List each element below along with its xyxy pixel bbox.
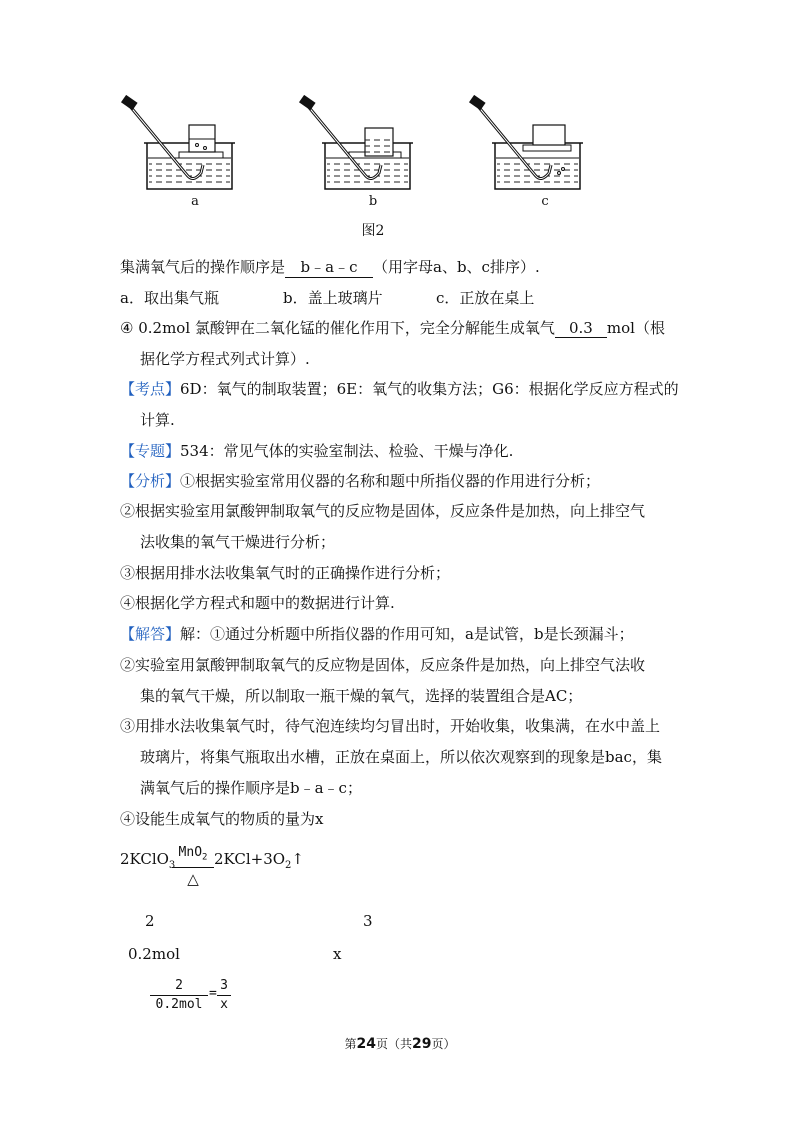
kaodian-tag: 【考点】	[120, 380, 181, 398]
jieda-2-continuation: 集的氧气干燥，所以制取一瓶干燥的氧气，选择的装置组合是AC；	[140, 687, 583, 705]
fenxi-3: ③根据用排水法收集氧气时的正确操作进行分析；	[120, 564, 451, 582]
order-line	[120, 256, 540, 278]
jieda-3-continuation-1: 玻璃片，将集气瓶取出水槽，正放在桌面上，所以依次观察到的现象是bac，集	[140, 748, 662, 766]
zhuanti-line	[120, 440, 513, 461]
jieda-2: ②实验室用氯酸钾制取氧气的反应物是固体，反应条件是加热，向上排空气法收	[120, 656, 646, 674]
order-prefix: 集满氧气后的操作顺序是	[120, 258, 286, 276]
apparatus-b-label: b	[368, 194, 378, 209]
q4-line	[120, 317, 665, 338]
fraction-right-bar	[217, 995, 231, 996]
equation-left: 2KClO	[120, 850, 169, 868]
coef-left: 2	[145, 912, 155, 930]
footer-prefix: 第	[344, 1037, 357, 1051]
apparatus-c-label: c	[541, 194, 549, 209]
heat-symbol: △	[187, 870, 199, 888]
footer-suffix: 页）	[431, 1037, 456, 1051]
option-b: b．盖上玻璃片	[283, 289, 383, 307]
jieda-4: ④设能生成氧气的物质的量为x	[120, 810, 324, 828]
fenxi-tag: 【分析】	[120, 472, 181, 490]
equation-catalyst	[172, 845, 214, 863]
jieda-3-continuation-2: 满氧气后的操作顺序是b﹣a﹣c；	[140, 779, 362, 797]
zhuanti-tag: 【专题】	[120, 442, 181, 460]
footer-middle: 页（共	[375, 1037, 412, 1051]
apparatus-b	[299, 95, 413, 189]
chemical-equation	[120, 850, 175, 871]
fraction-left-denominator: 0.2mol	[155, 997, 203, 1012]
order-suffix: （用字母a、b、c排序）.	[373, 258, 540, 276]
fraction-right-denominator: x	[220, 997, 228, 1012]
fraction-equals: =	[209, 986, 217, 1001]
apparatus-a-label: a	[191, 194, 199, 209]
catalyst-subscript: 2	[202, 852, 208, 863]
figure-apparatus	[115, 95, 590, 240]
jieda-text: 解：①通过分析题中所指仪器的作用可知，a是试管，b是长颈漏斗；	[180, 625, 634, 643]
option-a: a．取出集气瓶	[120, 289, 219, 307]
zhuanti-text: 534：常见气体的实验室制法、检验、干燥与净化.	[180, 442, 514, 460]
kaodian-continuation: 计算.	[140, 411, 175, 429]
fenxi-text: ①根据实验室常用仪器的名称和题中所指仪器的作用进行分析；	[180, 472, 601, 490]
equation-right-subscript: 2	[285, 860, 292, 871]
kaodian-line	[120, 378, 679, 399]
amount-left: 0.2mol	[128, 945, 180, 963]
q4-suffix: mol（根	[606, 319, 665, 337]
option-c: c．正放在桌上	[436, 289, 535, 307]
equation-right	[214, 850, 304, 871]
kaodian-text: 6D：氧气的制取装置；6E：氧气的收集方法；G6：根据化学反应方程式的	[180, 380, 679, 398]
apparatus-c	[469, 95, 583, 189]
fraction-left-bar	[150, 995, 208, 996]
q4-answer: 0.3	[555, 319, 607, 338]
order-answer: b﹣a﹣c	[285, 256, 373, 278]
jieda-line	[120, 623, 634, 644]
footer-total-pages: 29	[412, 1036, 432, 1052]
fenxi-2-continuation: 法收集的氧气干燥进行分析；	[140, 533, 336, 551]
equation-left-subscript: 3	[168, 860, 176, 871]
jieda-3: ③用排水法收集氧气时，待气泡连续均匀冒出时，开始收集，收集满，在水中盖上	[120, 717, 661, 735]
equation-products: 2KCl+3O	[214, 850, 286, 868]
coef-right: 3	[363, 912, 373, 930]
fenxi-2: ②根据实验室用氯酸钾制取氧气的反应物是固体，反应条件是加热，向上排空气	[120, 502, 646, 520]
amount-right: x	[333, 945, 342, 963]
gas-arrow: ↑	[291, 850, 304, 868]
fraction-right-numerator: 3	[220, 978, 228, 993]
apparatus-a	[121, 95, 235, 189]
footer-page-number: 24	[356, 1036, 376, 1052]
q4-continuation: 据化学方程式列式计算）.	[140, 350, 310, 368]
fenxi-4: ④根据化学方程式和题中的数据进行计算.	[120, 594, 395, 612]
fraction-left-numerator: 2	[175, 978, 183, 993]
equation-bar	[172, 867, 214, 868]
jieda-tag: 【解答】	[120, 625, 181, 643]
fenxi-line	[120, 470, 600, 491]
figure-caption: 图2	[361, 223, 385, 239]
catalyst-formula: MnO	[178, 845, 203, 860]
q4-prefix: ④ 0.2mol 氯酸钾在二氧化锰的催化作用下，完全分解能生成氧气	[120, 319, 555, 337]
page-footer	[0, 1035, 800, 1052]
